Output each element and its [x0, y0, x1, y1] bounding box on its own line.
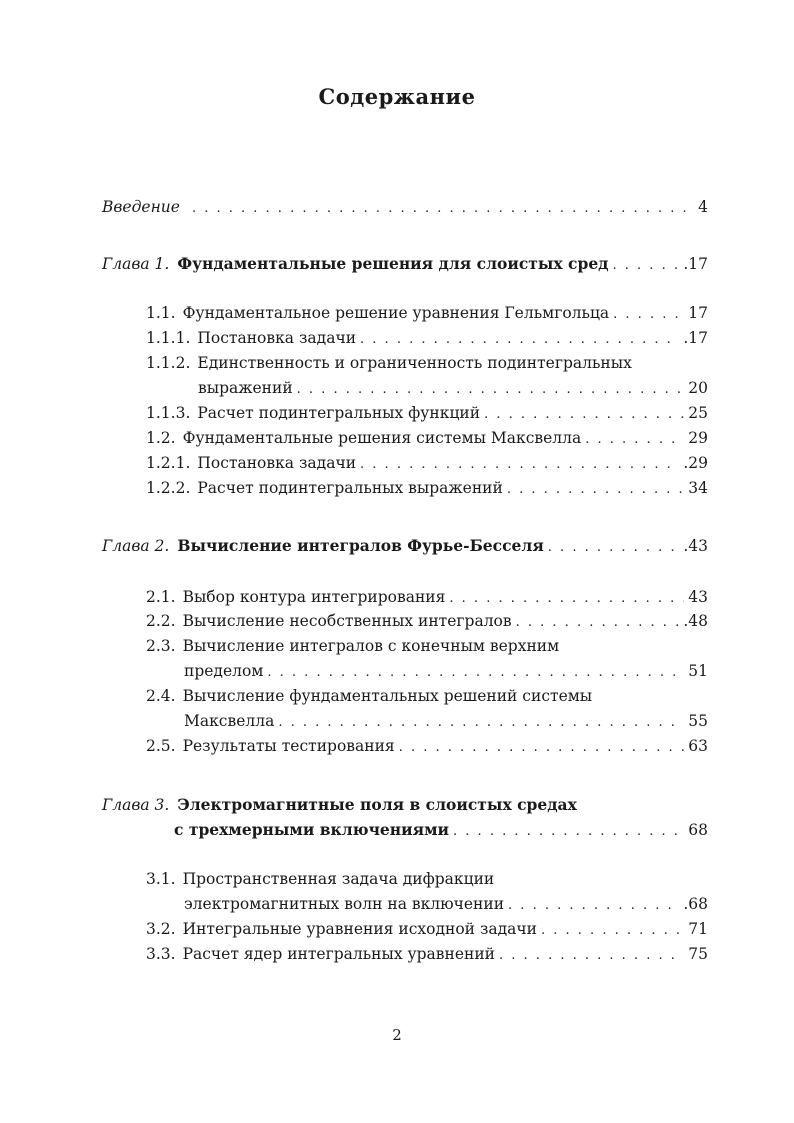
toc-page: 17	[688, 304, 708, 322]
dot-leader	[484, 405, 684, 425]
chapter-prefix: Глава 1.	[102, 255, 170, 273]
dot-leader	[192, 199, 694, 219]
item-number: 1.1.3.	[146, 404, 191, 422]
item-label: Выбор контура интегрирования	[182, 588, 446, 606]
item-label: Вычисление несобственных интегралов	[182, 612, 512, 630]
dot-leader	[508, 896, 679, 916]
item-label: Фундаментальное решение уравнения Гельмгольца	[182, 304, 610, 322]
toc-page: 63	[688, 737, 708, 755]
item-label-cont: Максвелла	[184, 712, 275, 730]
dot-leader	[516, 613, 680, 633]
dot-leader	[267, 663, 684, 683]
toc-chapter-3[interactable]	[102, 795, 708, 815]
item-label: Расчет подинтегральных выражений	[197, 479, 503, 497]
toc-item[interactable]	[146, 944, 708, 966]
item-label: Расчет подинтегральных функций	[197, 404, 481, 422]
item-number: 3.3.	[146, 945, 176, 963]
item-label: Единственность и ограниченность подинтегральных	[197, 354, 632, 372]
item-number: 3.1.	[146, 870, 176, 888]
item-label-cont: пределом	[184, 662, 264, 680]
dot-leader	[297, 380, 685, 400]
dot-leader	[613, 305, 684, 325]
page-title: Содержание	[318, 84, 476, 109]
toc-page: 25	[688, 404, 708, 422]
item-number: 1.1.	[146, 304, 176, 322]
toc-item[interactable]	[146, 611, 708, 633]
item-number: 2.4.	[146, 687, 176, 705]
item-label: Фундаментальные решения системы Максвелла	[182, 429, 582, 447]
toc-page: .43	[683, 537, 708, 555]
toc-page: .17	[683, 329, 708, 347]
toc-item[interactable]	[146, 587, 708, 609]
toc-item[interactable]	[146, 869, 708, 889]
toc-item[interactable]	[146, 736, 708, 758]
toc-item[interactable]	[146, 636, 708, 656]
item-label-cont: электромагнитных волн на включении	[184, 895, 505, 913]
item-label-cont: выражений	[198, 379, 293, 397]
toc-page: 55	[688, 712, 708, 730]
dot-leader	[278, 713, 684, 733]
item-label: Постановка задачи	[197, 329, 357, 347]
toc-chapter-3-continuation[interactable]	[174, 820, 708, 842]
item-number: 2.1.	[146, 588, 176, 606]
toc-chapter-1[interactable]	[102, 254, 708, 276]
toc-chapter-2[interactable]	[102, 536, 708, 558]
toc-item[interactable]	[146, 403, 708, 425]
toc-page: .48	[683, 612, 708, 630]
dot-leader	[585, 430, 684, 450]
toc-item[interactable]	[146, 353, 708, 373]
item-label: Интегральные уравнения исходной задачи	[182, 920, 537, 938]
dot-leader	[541, 921, 684, 941]
dot-leader	[548, 538, 680, 558]
item-number: 1.2.1.	[146, 454, 191, 472]
toc-item-continuation[interactable]	[198, 378, 708, 400]
item-label: Результаты тестирования	[182, 737, 395, 755]
toc-page: .68	[683, 895, 708, 913]
toc-page: 4	[698, 198, 708, 216]
toc-item[interactable]	[146, 686, 708, 706]
toc-page: 51	[688, 662, 708, 680]
toc-label: Введение	[102, 198, 180, 216]
item-number: 2.2.	[146, 612, 176, 630]
item-label: Расчет ядер интегральных уравнений	[182, 945, 496, 963]
item-label: Пространственная задача дифракции	[182, 870, 495, 888]
dot-leader	[613, 256, 680, 276]
dot-leader	[499, 946, 684, 966]
dot-leader	[399, 738, 685, 758]
item-number: 1.2.	[146, 429, 176, 447]
toc-item-continuation[interactable]	[184, 711, 708, 733]
toc-item[interactable]	[146, 453, 708, 475]
toc-item[interactable]	[146, 328, 708, 350]
toc-page: 43	[688, 588, 708, 606]
page-number: 2	[392, 1026, 402, 1044]
toc-item[interactable]	[146, 478, 708, 500]
toc-item[interactable]	[146, 303, 708, 325]
item-label: Вычисление фундаментальных решений системы	[182, 687, 593, 705]
toc-item[interactable]	[146, 428, 708, 450]
toc-page: 75	[688, 945, 708, 963]
toc-page: 29	[688, 429, 708, 447]
item-label: Вычисление интегралов с конечным верхним	[182, 637, 560, 655]
toc-page: .17	[683, 255, 708, 273]
chapter-title: Вычисление интегралов Фурье-Бесселя	[177, 536, 544, 555]
dot-leader	[360, 330, 679, 350]
item-number: 3.2.	[146, 920, 176, 938]
toc-item-continuation[interactable]	[184, 661, 708, 683]
item-number: 2.5.	[146, 737, 176, 755]
item-number: 1.1.2.	[146, 354, 191, 372]
toc-page: 71	[688, 920, 708, 938]
item-number: 1.1.1.	[146, 329, 191, 347]
item-number: 1.2.2.	[146, 479, 191, 497]
toc-item-continuation[interactable]	[184, 894, 708, 916]
toc-page: 34	[688, 479, 708, 497]
item-number: 2.3.	[146, 637, 176, 655]
toc-page: .29	[683, 454, 708, 472]
dot-leader	[453, 822, 684, 842]
toc-page: 68	[688, 821, 708, 839]
toc-page: 20	[688, 379, 708, 397]
chapter-title: Электромагнитные поля в слоистых средах	[177, 795, 577, 814]
chapter-prefix: Глава 3.	[102, 796, 170, 814]
chapter-title-cont: с трехмерными включениями	[174, 820, 450, 839]
chapter-title: Фундаментальные решения для слоистых сред	[177, 254, 609, 273]
item-label: Постановка задачи	[197, 454, 357, 472]
chapter-prefix: Глава 2.	[102, 537, 170, 555]
toc-item[interactable]	[146, 919, 708, 941]
dot-leader	[507, 480, 684, 500]
toc-entry-introduction[interactable]	[102, 197, 708, 219]
dot-leader	[360, 455, 679, 475]
dot-leader	[449, 589, 684, 609]
